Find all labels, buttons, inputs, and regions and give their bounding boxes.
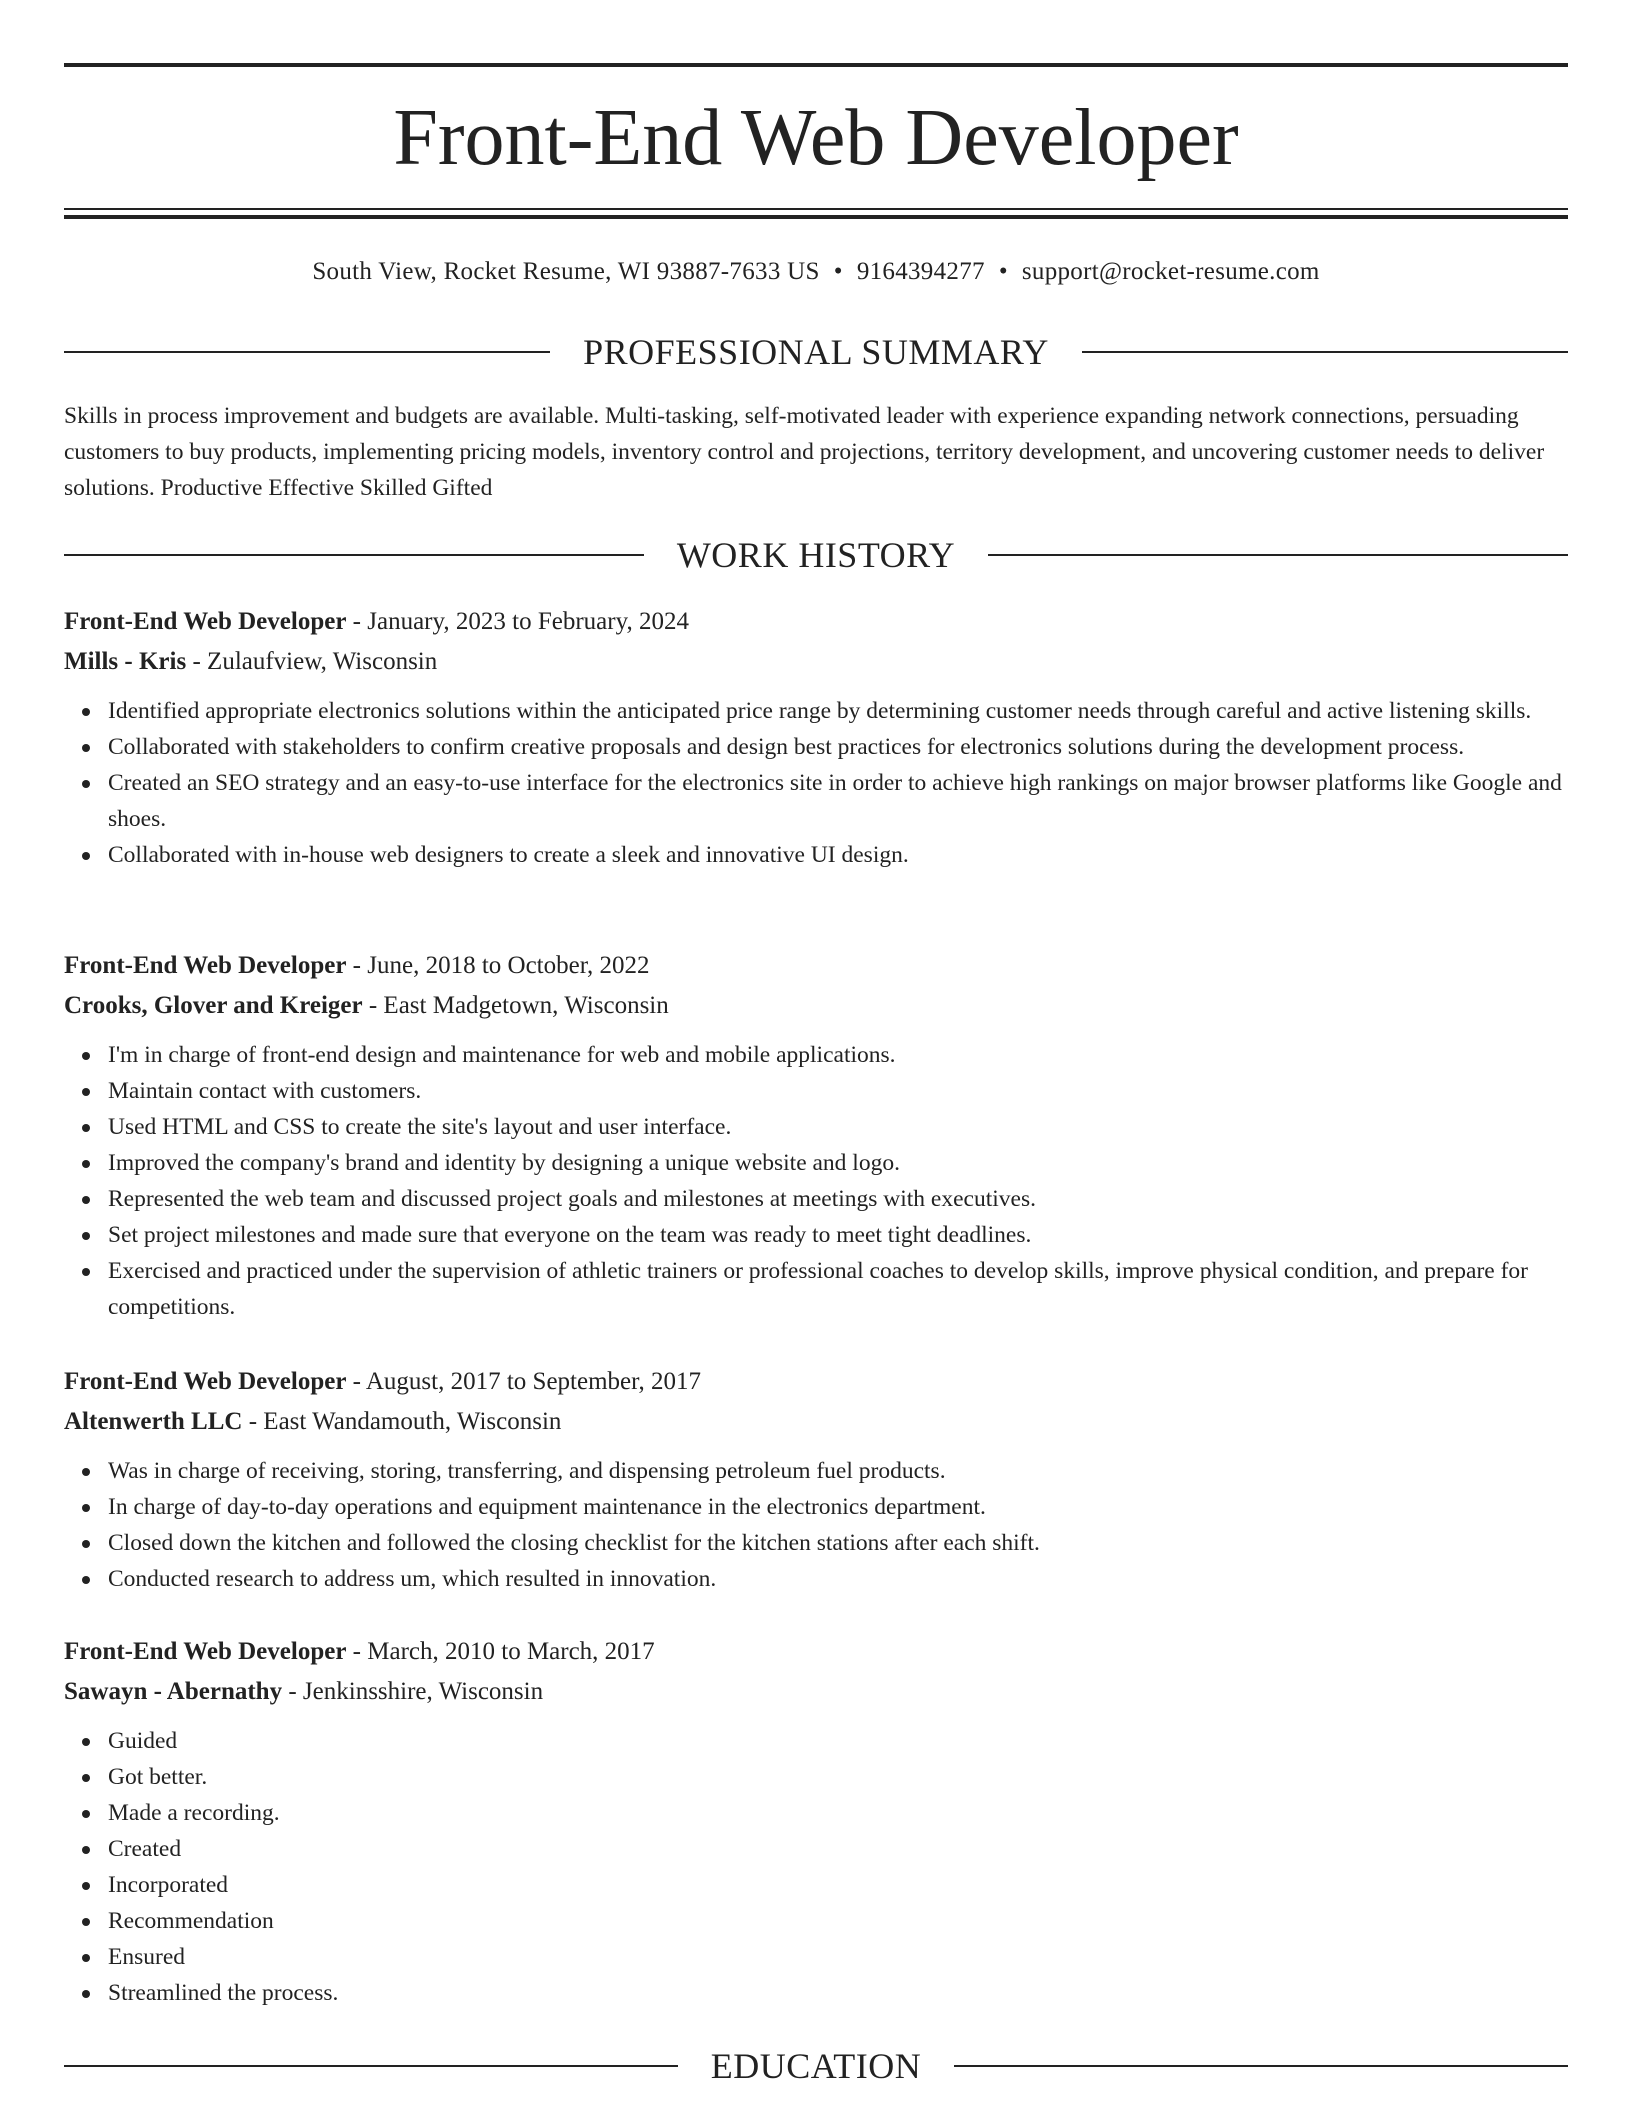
resume-title: Front-End Web Developer <box>393 94 1239 182</box>
header-bottom-rule-thin <box>64 208 1568 210</box>
job-company-line <box>64 1402 1568 1442</box>
section-heading-education <box>64 2044 1568 2088</box>
list-item: Represented the web team and discussed project goals and milestones at meetings with executives. <box>108 1181 1568 1217</box>
header-top-rule <box>64 63 1568 67</box>
section-rule-left <box>64 351 550 353</box>
job-dates: - June, 2018 to October, 2022 <box>346 952 650 979</box>
contact-line <box>64 254 1568 290</box>
contact-separator: • <box>998 258 1008 285</box>
job-title: Front-End Web Developer <box>64 952 347 979</box>
job-title-line <box>64 946 1568 986</box>
job-dates: - March, 2010 to March, 2017 <box>346 1638 655 1665</box>
job-entry <box>64 946 1568 1325</box>
job-location: - East Madgetown, Wisconsin <box>362 992 669 1019</box>
section-rule-left <box>64 554 644 556</box>
list-item: Streamlined the process. <box>108 1975 1568 2011</box>
job-company-line <box>64 642 1568 682</box>
job-company: Sawayn - Abernathy <box>64 1678 283 1705</box>
list-item: Recommendation <box>108 1903 1568 1939</box>
section-heading-label: PROFESSIONAL SUMMARY <box>583 332 1049 372</box>
job-title: Front-End Web Developer <box>64 608 347 635</box>
list-item: Got better. <box>108 1759 1568 1795</box>
section-rule-right <box>954 2065 1568 2067</box>
list-item: Exercised and practiced under the supervision of athletic trainers or professional coaches to develop skills, improve physical condition, and prepare for competitions. <box>108 1253 1568 1325</box>
contact-phone: 9164394277 <box>856 258 985 285</box>
job-bullet-list <box>64 1723 1568 2011</box>
list-item: Incorporated <box>108 1867 1568 1903</box>
job-bullet-list <box>64 1453 1568 1597</box>
list-item: Created <box>108 1831 1568 1867</box>
section-heading-label: EDUCATION <box>710 2046 922 2086</box>
list-item: Identified appropriate electronics solutions within the anticipated price range by determining customer needs through careful and active listening skills. <box>108 693 1568 729</box>
job-entry <box>64 602 1568 873</box>
list-item: I'm in charge of front-end design and maintenance for web and mobile applications. <box>108 1037 1568 1073</box>
job-company: Altenwerth LLC <box>64 1408 243 1435</box>
list-item: Collaborated with stakeholders to confirm creative proposals and design best practices for electronics solutions during the development process. <box>108 729 1568 765</box>
job-company: Crooks, Glover and Kreiger <box>64 992 363 1019</box>
contact-address: South View, Rocket Resume, WI 93887-7633 US <box>312 258 820 285</box>
job-title-line <box>64 602 1568 642</box>
job-bullet-list <box>64 1037 1568 1325</box>
section-rule-right <box>1082 351 1568 353</box>
job-entry <box>64 1362 1568 1597</box>
list-item: Improved the company's brand and identity by designing a unique website and logo. <box>108 1145 1568 1181</box>
list-item: In charge of day-to-day operations and equipment maintenance in the electronics department. <box>108 1489 1568 1525</box>
contact-email: support@rocket-resume.com <box>1021 258 1320 285</box>
job-dates: - August, 2017 to September, 2017 <box>346 1368 701 1395</box>
job-company-line <box>64 1672 1568 1712</box>
job-location: - Zulaufview, Wisconsin <box>186 648 438 675</box>
list-item: Created an SEO strategy and an easy-to-use interface for the electronics site in order to achieve high rankings on major browser platforms like Google and shoes. <box>108 765 1568 837</box>
section-heading-work-history <box>64 533 1568 577</box>
list-item: Set project milestones and made sure that everyone on the team was ready to meet tight deadlines. <box>108 1217 1568 1253</box>
job-title-line <box>64 1632 1568 1672</box>
job-location: - Jenkinsshire, Wisconsin <box>282 1678 544 1705</box>
job-dates: - January, 2023 to February, 2024 <box>346 608 689 635</box>
section-heading-label: WORK HISTORY <box>676 535 956 575</box>
job-location: - East Wandamouth, Wisconsin <box>242 1408 562 1435</box>
summary-text: Skills in process improvement and budgets are available. Multi-tasking, self-motivated leader with experience expanding network connections, persuading customers to buy products, implementing pricing models, inventory control and projections, territory development, and uncovering customer needs to deliver solutions. Productive Effective Skilled Gifted <box>64 403 1545 501</box>
list-item: Conducted research to address um, which resulted in innovation. <box>108 1561 1568 1597</box>
job-title: Front-End Web Developer <box>64 1368 347 1395</box>
job-company: Mills - Kris <box>64 648 187 675</box>
job-title-line <box>64 1362 1568 1402</box>
section-rule-left <box>64 2065 678 2067</box>
list-item: Ensured <box>108 1939 1568 1975</box>
job-company-line <box>64 986 1568 1026</box>
job-title: Front-End Web Developer <box>64 1638 347 1665</box>
section-rule-right <box>988 554 1568 556</box>
list-item: Collaborated with in-house web designers to create a sleek and innovative UI design. <box>108 837 1568 873</box>
list-item: Made a recording. <box>108 1795 1568 1831</box>
job-entry <box>64 1632 1568 2011</box>
list-item: Guided <box>108 1723 1568 1759</box>
job-bullet-list <box>64 693 1568 873</box>
list-item: Maintain contact with customers. <box>108 1073 1568 1109</box>
contact-separator: • <box>833 258 843 285</box>
list-item: Closed down the kitchen and followed the closing checklist for the kitchen stations after each shift. <box>108 1525 1568 1561</box>
list-item: Used HTML and CSS to create the site's layout and user interface. <box>108 1109 1568 1145</box>
list-item: Was in charge of receiving, storing, transferring, and dispensing petroleum fuel products. <box>108 1453 1568 1489</box>
header-bottom-rule-thick <box>64 215 1568 219</box>
section-heading-summary <box>64 330 1568 374</box>
